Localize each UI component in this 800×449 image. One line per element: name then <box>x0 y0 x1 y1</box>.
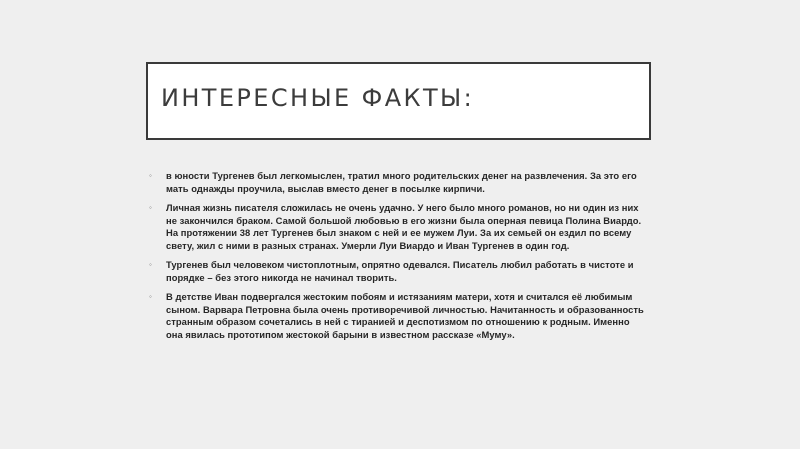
bullet-item <box>149 170 649 195</box>
bullet-marker-icon: ◦ <box>149 260 152 269</box>
bullet-text: В детстве Иван подвергался жестоким побоям и истязаниям матери, хотя и считался её любимым сыном. Варвара Петровна была очень противоречивой личностью. Начитанность и образованность странным образом сочетались в ней с тиранией и деспотизмом по отношению к родным. Именно она явилась прототипом жестокой барыни в известном рассказе «Муму». <box>166 291 644 340</box>
bullet-item <box>149 291 649 341</box>
bullet-text: в юности Тургенев был легкомыслен, тратил много родительских денег на развлечения. За это его мать однажды проучила, выслав вместо денег в посылке кирпичи. <box>166 170 637 194</box>
bullet-marker-icon: ◦ <box>149 292 152 301</box>
slide-title: ИНТЕРЕСНЫЕ ФАКТЫ: <box>161 84 475 112</box>
bullet-item <box>149 202 649 252</box>
title-box <box>146 62 651 140</box>
bullet-marker-icon: ◦ <box>149 203 152 212</box>
bullet-text: Личная жизнь писателя сложилась не очень удачно. У него было много романов, но ни один из них не закончился браком. Самой большой любовью в его жизни была оперная певица Полина Виардо. На протяжении 38 лет Тургенев был знаком с ней и ее мужем Луи. За их семьей он ездил по всему свету, жил с ними в разных странах. Умерли Луи Виардо и Иван Тургенев в один год. <box>166 202 642 251</box>
bullet-text: Тургенев был человеком чистоплотным, опрятно одевался. Писатель любил работать в чистоте и порядке – без этого никогда не начинал творить. <box>166 259 634 283</box>
bullet-list <box>149 170 649 347</box>
bullet-item <box>149 259 649 284</box>
bullet-marker-icon: ◦ <box>149 171 152 180</box>
